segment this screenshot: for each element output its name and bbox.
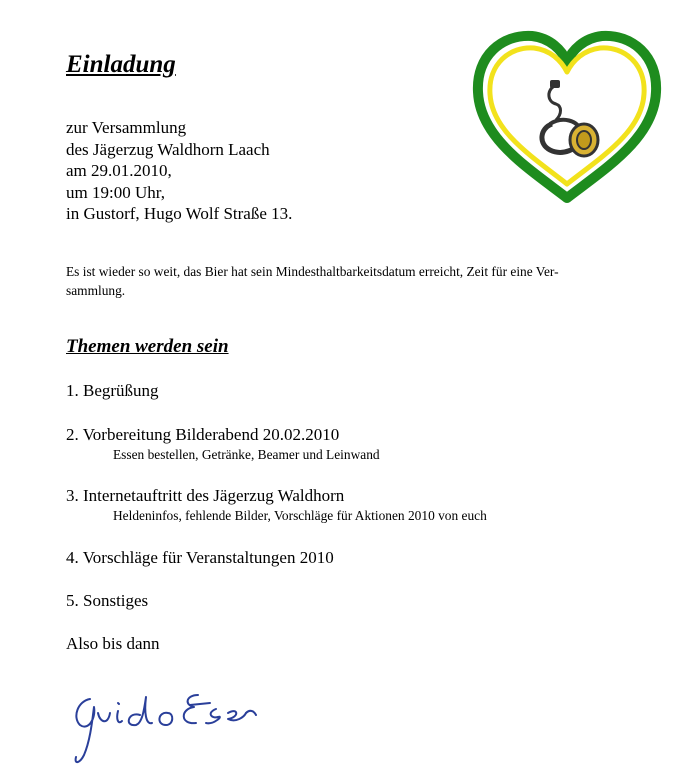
intro-line-2: sammlung. [66,283,126,298]
signature-image [68,683,258,773]
heart-outline [478,36,656,198]
topic-item-1 [66,380,159,401]
topic-label: 1. Begrüßung [66,381,159,400]
address-line-2: des Jägerzug Waldhorn Laach [66,139,270,159]
intro-line-1: Es ist wieder so weit, das Bier hat sein Mindesthaltbarkeitsdatum erreicht, Zeit für eine Ver- [66,264,559,279]
topic-label: 5. Sonstiges [66,591,149,610]
closing-line: Also bis dann [66,634,160,653]
page-title: Einladung [66,51,176,78]
heart-horn-logo-icon [468,28,666,206]
address-line-3: am 29.01.2010, [66,161,172,181]
topic-item-4 [66,547,334,568]
topic-item-5 [66,590,148,611]
topic-item-2 [66,424,380,464]
topics-heading: Themen werden sein [66,336,229,357]
address-line-4: um 19:00 Uhr, [66,182,165,202]
topic-label: 3. Internetauftritt des Jägerzug Waldhorn [66,486,345,505]
intro-paragraph [66,262,660,300]
topic-label: 4. Vorschläge für Veranstaltungen 2010 [66,548,334,567]
address-line-5: in Gustorf, Hugo Wolf Straße 13. [66,204,293,224]
topic-item-3 [66,485,487,525]
topic-detail: Heldeninfos, fehlende Bilder, Vorschläge für Aktionen 2010 von euch [113,508,487,523]
topic-label: 2. Vorbereitung Bilderabend 20.02.2010 [66,425,340,444]
address-line-1: zur Versammlung [66,118,187,137]
topic-detail: Essen bestellen, Getränke, Beamer und Leinwand [113,447,380,462]
meeting-details [66,117,292,225]
